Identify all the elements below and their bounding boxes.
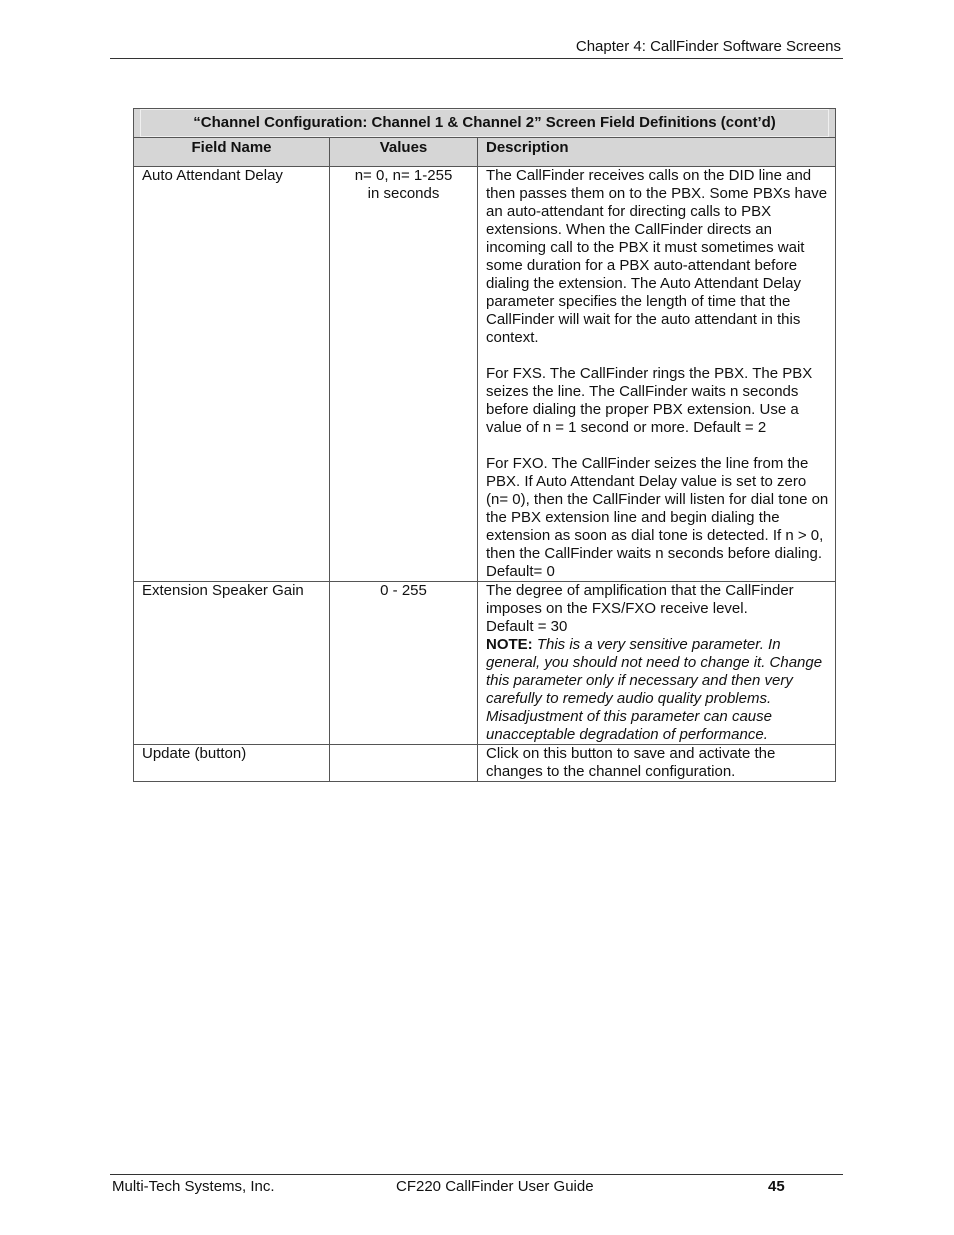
values-cell: [330, 582, 478, 745]
description-paragraph: The CallFinder receives calls on the DID line and then passes them on to the PBX. Some PBXs have an auto-attendant for directing calls to PBX extensions. When the CallFinder directs an incoming call to the PBX it must sometimes wait some duration for a PBX auto-attendant before dialing the extension. The Auto Attendant Delay parameter specifies the length of time that the CallFinder will wait for the auto attendant in this context.: [486, 167, 828, 346]
value-line: n= 0, n= 1-255: [354, 167, 453, 184]
table-title: “Channel Configuration: Channel 1 & Channel 2” Screen Field Definitions (cont’d): [140, 109, 829, 137]
footer-company: Multi-Tech Systems, Inc.: [112, 1178, 275, 1195]
description-paragraph: For FXS. The CallFinder rings the PBX. The PBX seizes the line. The CallFinder waits n seconds before dialing the proper PBX extension. Use a value of n = 1 second or more. Default = 2: [486, 365, 813, 436]
column-header-row: [134, 138, 836, 167]
values-cell: [330, 167, 478, 582]
table-title-row: [134, 109, 836, 138]
column-header-description: Description: [478, 138, 836, 167]
page-header: [110, 36, 843, 59]
field-name-cell: Update (button): [134, 745, 330, 782]
page-footer: [110, 1174, 843, 1205]
table-row: [134, 745, 836, 782]
description-paragraph: Click on this button to save and activate the changes to the channel configuration.: [486, 745, 776, 780]
chapter-title: Chapter 4: CallFinder Software Screens: [575, 38, 841, 55]
description-paragraph: Default = 30: [486, 618, 568, 635]
field-definitions-table: [133, 108, 836, 782]
field-name-cell: Auto Attendant Delay: [134, 167, 330, 582]
table-row: [134, 582, 836, 745]
description-paragraph: For FXO. The CallFinder seizes the line from the PBX. If Auto Attendant Delay value is set to zero (n= 0), then the CallFinder will listen for dial tone on the PBX extension line and begin dialing the extension as soon as dial tone is detected. If n > 0, then the CallFinder waits n seconds before dialing. Default= 0: [486, 455, 829, 580]
column-header-values: Values: [330, 138, 478, 167]
footer-guide-title: CF220 CallFinder User Guide: [396, 1178, 594, 1195]
values-cell: [330, 745, 478, 782]
column-header-field-name: Field Name: [134, 138, 330, 167]
description-cell: [478, 745, 836, 782]
description-cell: [478, 167, 836, 582]
value-line: 0 - 255: [380, 582, 427, 599]
field-name-cell: Extension Speaker Gain: [134, 582, 330, 745]
note-paragraph: [486, 636, 829, 744]
page-number: 45: [768, 1178, 785, 1195]
value-line: in seconds: [367, 185, 440, 202]
description-cell: [478, 582, 836, 745]
description-paragraph: The degree of amplification that the CallFinder imposes on the FXS/FXO receive level.: [486, 582, 794, 617]
table-row: [134, 167, 836, 582]
note-text: This is a very sensitive parameter. In general, you should not need to change it. Change this parameter only if necessary and then very carefully to remedy audio quality problems. Misadjustment of this parameter can cause unacceptable degradation of performance.: [486, 636, 823, 743]
note-label: NOTE:: [486, 636, 533, 653]
